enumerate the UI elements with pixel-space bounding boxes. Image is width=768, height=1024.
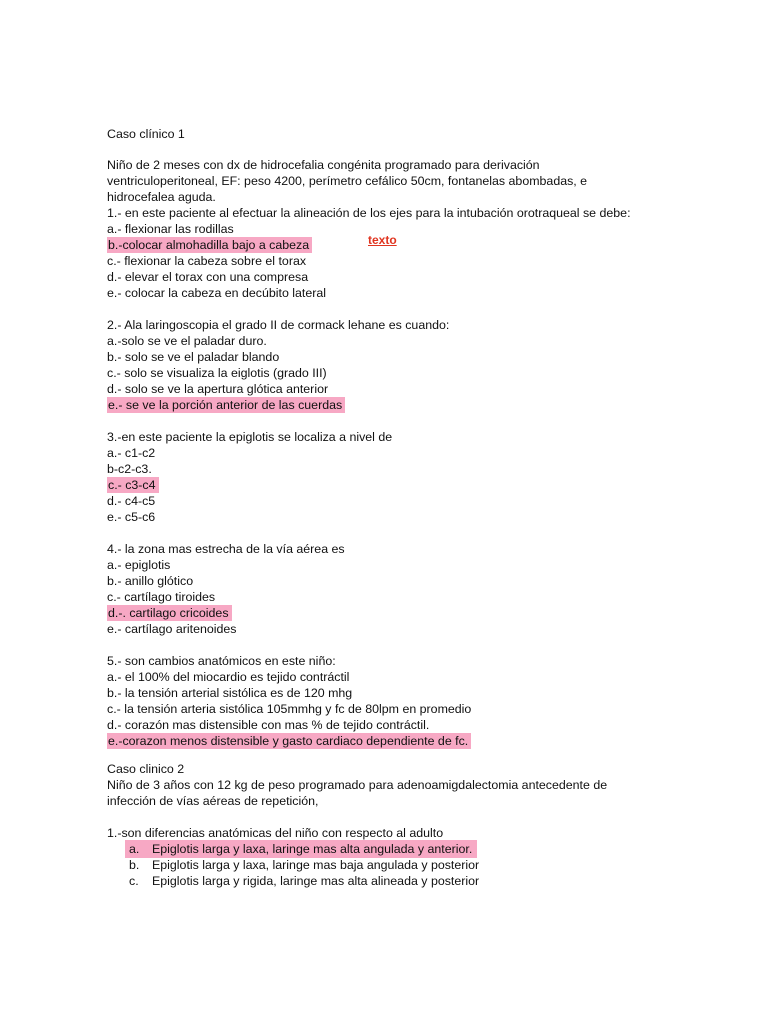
case2-q1-option-c-letter: c. bbox=[129, 874, 139, 888]
case1-q2-option-c: c.- solo se visualiza la eiglotis (grado III) bbox=[107, 366, 327, 380]
case2-intro-line-2: infección de vías aéreas de repetición, bbox=[107, 794, 319, 808]
case2-q1-option-a-text: Epiglotis larga y laxa, laringe mas alta angulada y anterior. bbox=[152, 842, 473, 856]
case1-q2-option-e-row bbox=[107, 397, 345, 413]
case1-q5-option-b: b.- la tensión arterial sistólica es de 120 mhg bbox=[107, 686, 353, 700]
case1-q1-option-c: c.- flexionar la cabeza sobre el torax bbox=[107, 254, 307, 268]
case1-q3-option-c-highlighted: c.- c3-c4 bbox=[107, 477, 159, 493]
case1-q2-option-d: d.- solo se ve la apertura glótica anterior bbox=[107, 382, 329, 396]
case1-title: Caso clínico 1 bbox=[107, 127, 185, 141]
case1-q3-option-c-row bbox=[107, 477, 159, 493]
case1-q5-option-a: a.- el 100% del miocardio es tejido contráctil bbox=[107, 670, 350, 684]
case1-q3-question: 3.-en este paciente la epiglotis se localiza a nivel de bbox=[107, 430, 393, 444]
case1-q4-option-d-highlighted: d.-. cartilago cricoides bbox=[107, 605, 232, 621]
case2-intro-line-1: Niño de 3 años con 12 kg de peso programado para adenoamigdalectomia antecedente de bbox=[107, 778, 608, 792]
case1-q5-option-e-row bbox=[107, 733, 471, 749]
case2-q1-option-b-letter: b. bbox=[129, 858, 140, 872]
case2-title: Caso clinico 2 bbox=[107, 762, 185, 776]
case1-intro-line-1: Niño de 2 meses con dx de hidrocefalia congénita programado para derivación bbox=[107, 158, 540, 172]
case1-q1-option-b-row bbox=[107, 237, 312, 253]
case1-q4-question: 4.- la zona mas estrecha de la vía aérea es bbox=[107, 542, 345, 556]
annotation-link[interactable]: texto bbox=[368, 233, 397, 247]
case1-q3-option-a: a.- c1-c2 bbox=[107, 446, 156, 460]
case1-intro-line-2: ventriculoperitoneal, EF: peso 4200, perímetro cefálico 50cm, fontanelas abombadas, e bbox=[107, 174, 588, 188]
case1-q2-option-a: a.-solo se ve el paladar duro. bbox=[107, 334, 267, 348]
case1-q4-option-e: e.- cartílago aritenoides bbox=[107, 622, 237, 636]
case1-intro-line-3: hidrocefalea aguda. bbox=[107, 190, 216, 204]
case1-q1-option-b-highlighted: b.-colocar almohadilla bajo a cabeza bbox=[107, 237, 312, 253]
case1-q1-option-d: d.- elevar el torax con una compresa bbox=[107, 270, 309, 284]
case1-q3-option-b: b-c2-c3. bbox=[107, 462, 152, 476]
case1-q1-option-e: e.- colocar la cabeza en decúbito lateral bbox=[107, 286, 327, 300]
case2-q1-question: 1.-son diferencias anatómicas del niño con respecto al adulto bbox=[107, 826, 444, 840]
case1-q1-option-a: a.- flexionar las rodillas bbox=[107, 222, 234, 236]
case2-q1-option-c-text: Epiglotis larga y rigida, laringe mas alta alineada y posterior bbox=[152, 874, 480, 888]
case1-q4-option-b: b.- anillo glótico bbox=[107, 574, 194, 588]
case2-q1-option-a-letter: a. bbox=[129, 842, 140, 856]
case1-q4-option-a: a.- epiglotis bbox=[107, 558, 171, 572]
case2-q1-option-b-text: Epiglotis larga y laxa, laringe mas baja angulada y posterior bbox=[152, 858, 480, 872]
case1-q2-option-e-highlighted: e.- se ve la porción anterior de las cuerdas bbox=[107, 397, 345, 413]
case1-q2-question: 2.- Ala laringoscopia el grado II de cormack lehane es cuando: bbox=[107, 318, 450, 332]
case1-q4-option-d-row bbox=[107, 605, 232, 621]
case1-q1-question: 1.- en este paciente al efectuar la alineación de los ejes para la intubación orotraqueal se debe: bbox=[107, 206, 631, 220]
case1-q5-question: 5.- son cambios anatómicos en este niño: bbox=[107, 654, 336, 668]
case1-q5-option-c: c.- la tensión arteria sistólica 105mmhg y fc de 80lpm en promedio bbox=[107, 702, 472, 716]
case1-q3-option-e: e.- c5-c6 bbox=[107, 510, 156, 524]
case1-q4-option-c: c.- cartílago tiroides bbox=[107, 590, 216, 604]
case1-q3-option-d: d.- c4-c5 bbox=[107, 494, 156, 508]
case1-q5-option-e-highlighted: e.-corazon menos distensible y gasto cardiaco dependiente de fc. bbox=[107, 733, 471, 749]
case1-q2-option-b: b.- solo se ve el paladar blando bbox=[107, 350, 280, 364]
case1-q5-option-d: d.- corazón mas distensible con mas % de tejido contráctil. bbox=[107, 718, 430, 732]
